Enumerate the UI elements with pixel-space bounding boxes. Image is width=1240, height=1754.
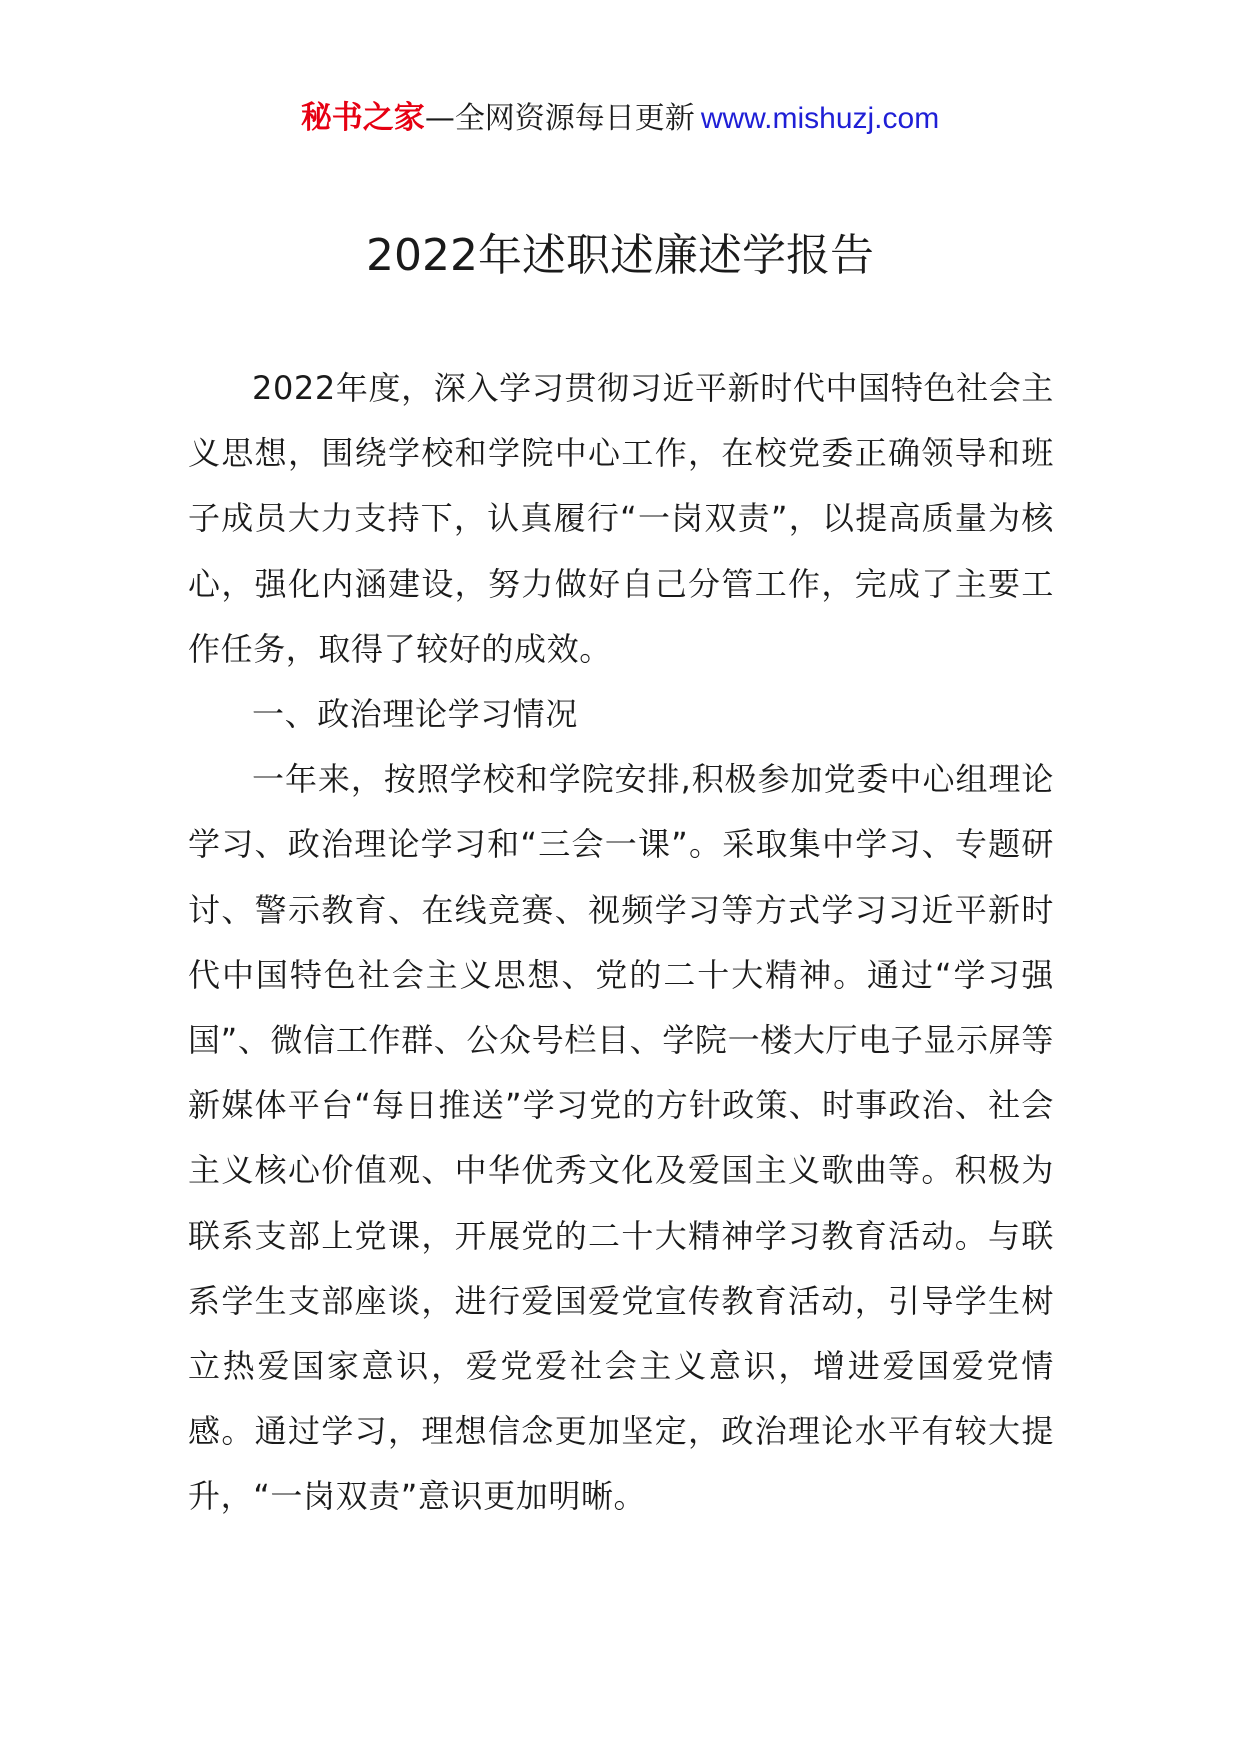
site-brand: 秘书之家 [300, 100, 425, 136]
document-body [188, 356, 1054, 1530]
site-slogan: —全网资源每日更新 [424, 101, 695, 136]
section-heading: 一、政治理论学习情况 [252, 695, 579, 734]
intro-paragraph: 2022年度，深入学习贯彻习近平新时代中国特色社会主义思想，围绕学校和学院中心工作，在校党委正确领导和班子成员大力支持下，认真履行“一岗双责”，以提高质量为核心，强化内涵建设，努力做好自己分管工作，完成了主要工作任务，取得了较好的成效。 [188, 369, 1054, 668]
section-paragraph: 一年来，按照学校和学院安排,积极参加党委中心组理论学习、政治理论学习和“三会一课”。采取集中学习、专题研讨、警示教育、在线竞赛、视频学习等方式学习习近平新时代中国特色社会主义思想、党的二十大精神。通过“学习强国”、微信工作群、公众号栏目、学院一楼大厅电子显示屏等新媒体平台“每日推送”学习党的方针政策、时事政治、社会主义核心价值观、中华优秀文化及爱国主义歌曲等。积极为联系支部上党课，开展党的二十大精神学习教育活动。与联系学生支部座谈，进行爱国爱党宣传教育活动，引导学生树立热爱国家意识，爱党爱社会主义意识，增进爱国爱党情感。通过学习，理想信念更加坚定，政治理论水平有较大提升，“一岗双责”意识更加明晰。 [188, 760, 1054, 1516]
document-title: 2022年述职述廉述学报告 [366, 230, 874, 281]
site-header [0, 98, 1240, 139]
site-url-link[interactable]: www.mishuzj.com [700, 102, 940, 135]
